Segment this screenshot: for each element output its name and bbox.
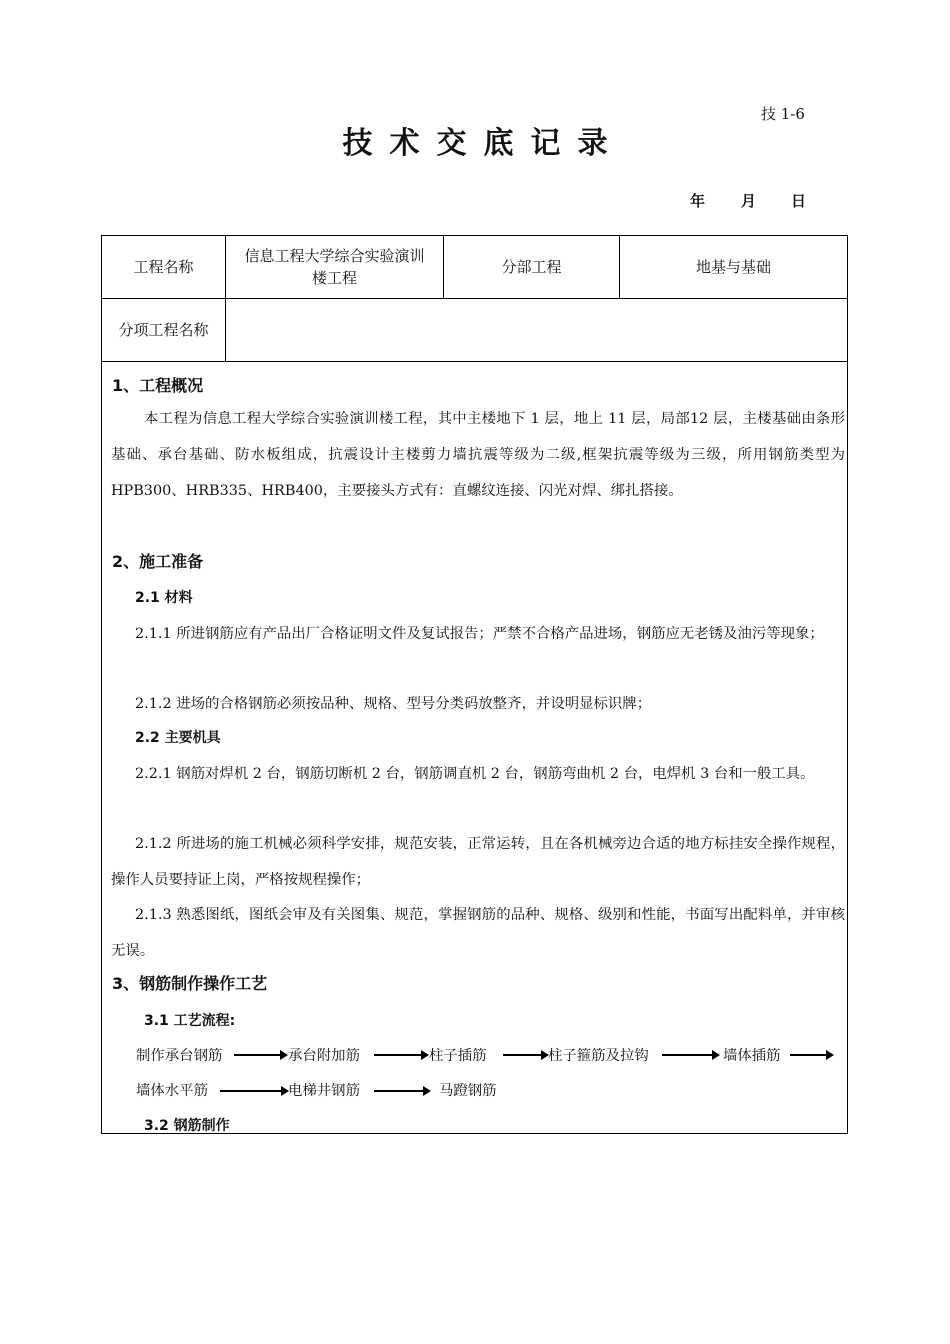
- date-day: 日: [791, 192, 807, 210]
- flow-step: 墙体插筋: [723, 1048, 781, 1064]
- form-code: 技 1-6: [761, 105, 805, 123]
- project-name-value: 信息工程大学综合实验演训楼工程: [244, 247, 425, 287]
- project-name-label: 工程名称: [133, 258, 194, 276]
- para-2-2-2: 2.1.2 所进场的施工机械必须科学安排，规范安装，正常运转，且在各机械旁边合适的地方标挂安全操作规程，操作人员要持证上岗，严格按规程操作；: [111, 836, 845, 888]
- section-1-title: 1、工程概况: [112, 376, 204, 395]
- section-3-2-title: 3.2 钢筋制作: [144, 1118, 230, 1134]
- subitem-value: [226, 299, 847, 361]
- section-3-title: 3、钢筋制作操作工艺: [112, 974, 268, 993]
- section-2-2-title: 2.2 主要机具: [135, 730, 221, 746]
- page-title: 技术交底记录: [342, 126, 625, 161]
- date-month: 月: [741, 192, 757, 210]
- section-2-title: 2、施工准备: [112, 552, 204, 571]
- flow-step: 柱子插筋: [429, 1048, 487, 1064]
- division-label: 分部工程: [501, 258, 562, 276]
- record-table: [101, 235, 848, 1134]
- flow-step: 承台附加筋: [288, 1048, 360, 1064]
- para-2-1-1: 2.1.1 所进钢筋应有产品出厂合格证明文件及复试报告；严禁不合格产品进场，钢筋应无老锈及油污等现象；: [135, 626, 824, 642]
- flow-step: 制作承台钢筋: [136, 1048, 223, 1064]
- row-divider: [102, 361, 847, 362]
- subitem-label: 分项工程名称: [118, 321, 209, 339]
- flow-arrow: [220, 1090, 287, 1092]
- flow-arrow: [503, 1054, 547, 1056]
- flow-arrow: [374, 1090, 429, 1092]
- flow-step: 柱子箍筋及拉钩: [548, 1048, 649, 1064]
- division-value: 地基与基础: [695, 258, 771, 276]
- flow-step: 墙体水平筋: [136, 1083, 208, 1099]
- para-2-2-1: 2.2.1 钢筋对焊机 2 台，钢筋切断机 2 台，钢筋调直机 2 台，钢筋弯曲机 2 台，电焊机 3 台和一般工具。: [135, 766, 815, 782]
- section-1-text: 本工程为信息工程大学综合实验演训楼工程，其中主楼地下 1 层，地上 11 层，局部12 层，主楼基础由条形基础、承台基础、防水板组成，抗震设计主楼剪力墙抗震等级为二级,框架抗震等级为三级，所用钢筋类型为HPB300、HRB335、HRB400，主要接头方式有：直螺纹连接、闪光对焊、绑扎搭接。: [111, 411, 845, 499]
- flow-step: 马蹬钢筋: [439, 1083, 497, 1099]
- date-year: 年: [690, 192, 706, 210]
- flow-step: 电梯井钢筋: [288, 1083, 360, 1099]
- para-2-1-2: 2.1.2 进场的合格钢筋必须按品种、规格、型号分类码放整齐，并设明显标识牌；: [135, 696, 652, 712]
- flow-arrow: [234, 1054, 286, 1056]
- flow-arrow: [662, 1054, 718, 1056]
- section-2-1-title: 2.1 材料: [135, 590, 193, 606]
- section-3-1-title: 3.1 工艺流程:: [144, 1013, 236, 1029]
- flow-arrow: [790, 1054, 832, 1056]
- flow-arrow: [374, 1054, 427, 1056]
- para-2-2-3: 2.1.3 熟悉图纸，图纸会审及有关图集、规范，掌握钢筋的品种、规格、级别和性能，书面写出配料单，并审核无误。: [111, 907, 845, 959]
